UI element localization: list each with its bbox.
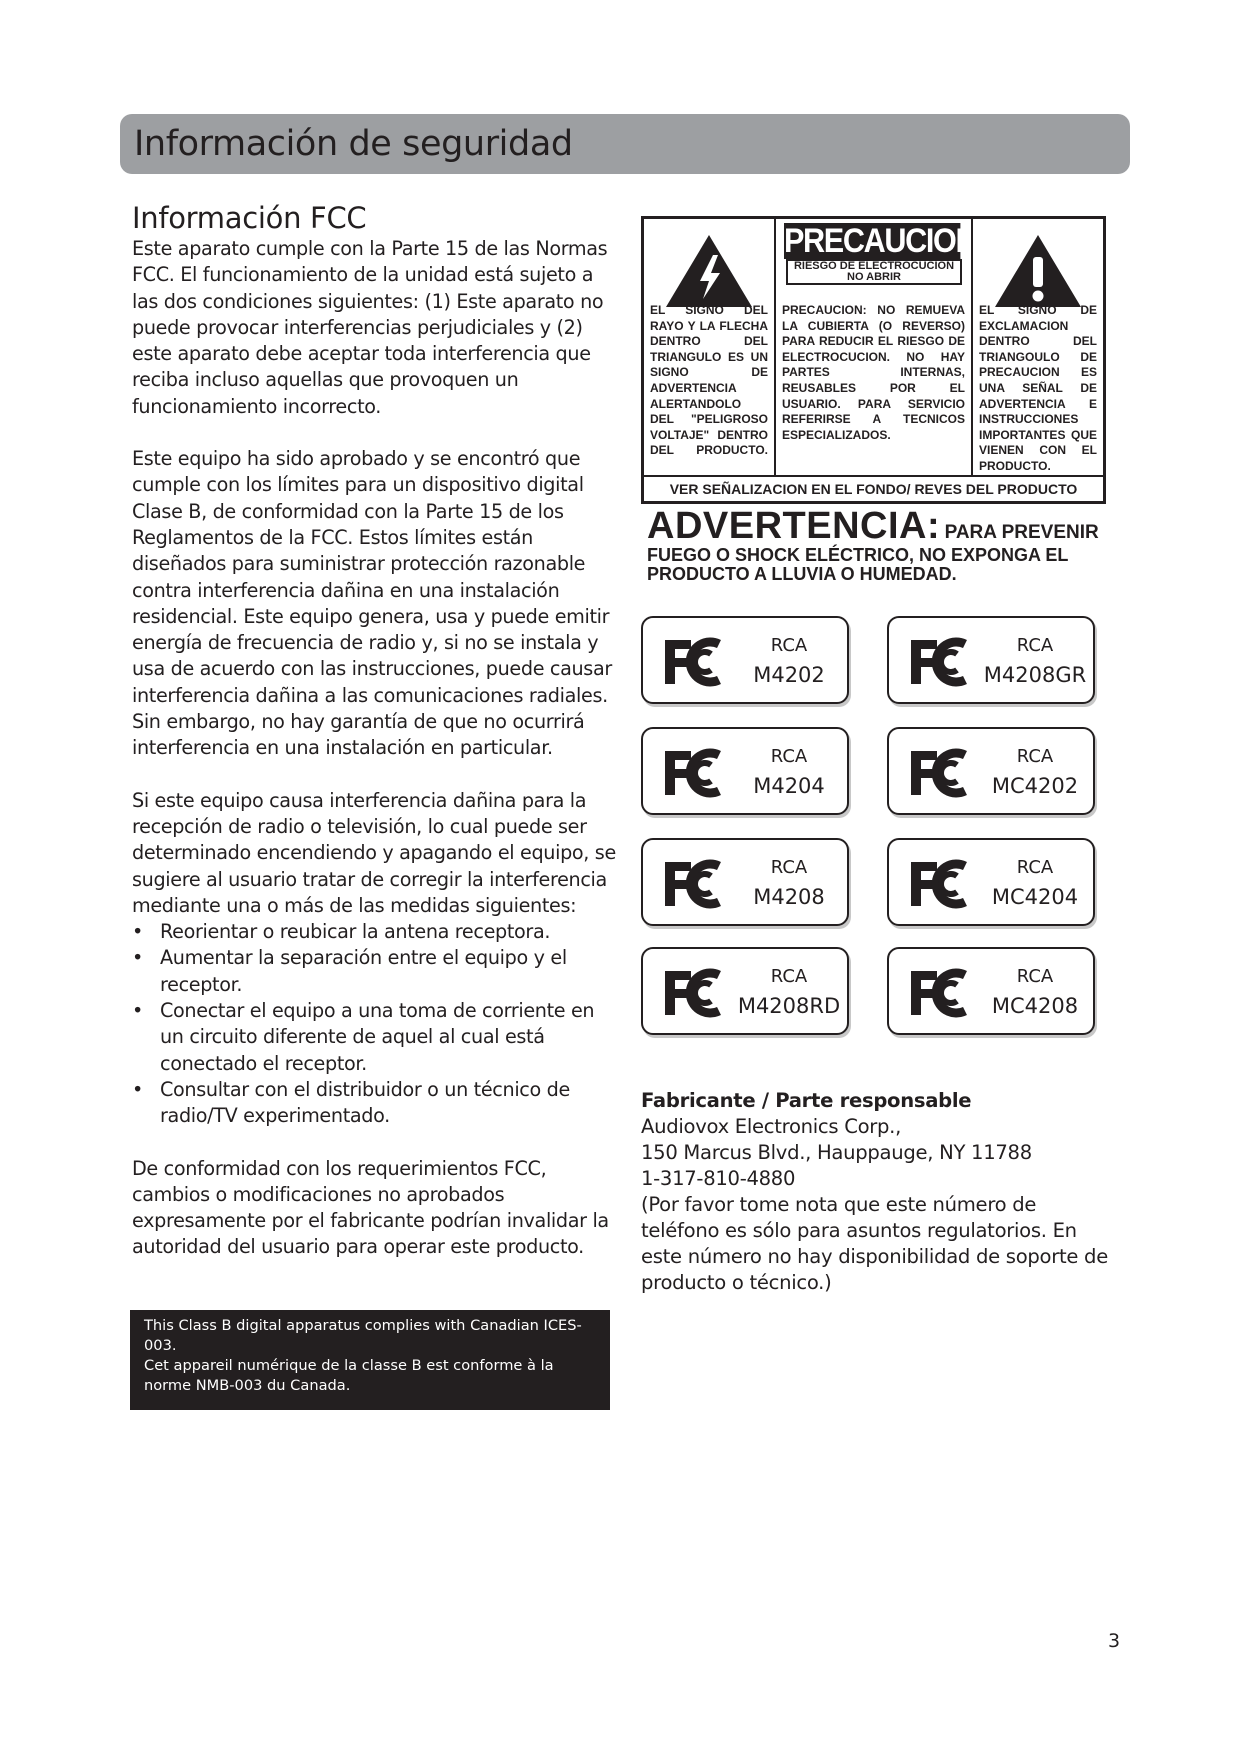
fcc-label-brand: RCA: [1016, 857, 1054, 878]
fcc-label-model: MC4202: [991, 774, 1079, 798]
list-item: • Consultar con el distribuidor o un técnico de radio/TV experimentado.: [132, 1077, 617, 1130]
fcc-paragraph-4: De conformidad con los requerimientos FCC, cambios o modificaciones no aprobados expresamente por el fabricante podrían invalidar la autoridad del usuario para operar este producto.: [132, 1156, 609, 1259]
fcc-logo-icon: [661, 745, 733, 801]
shock-risk-text: RIESGO DE ELECTROCUCION: [793, 260, 955, 272]
section-header: [120, 114, 1130, 174]
canada-french-text: Cet appareil numérique de la classe B est conforme à la norme NMB-003 du Canada.: [144, 1357, 554, 1394]
fcc-label-mc4204: [887, 838, 1095, 926]
fcc-paragraph-1: Este aparato cumple con la Parte 15 de las Normas FCC. El funcionamiento de la unidad está sujeto a las dos condiciones siguientes: (1) Este aparato no puede provocar interferencias perjudiciales y (2) este aparato debe aceptar toda interferencia que reciba incluso aquellas que provoquen un funcionamiento incorrecto.: [132, 237, 608, 418]
caution-center-panel: [774, 219, 977, 477]
warning-line-3: PRODUCTO A LLUVIA O HUMEDAD.: [647, 564, 957, 584]
fcc-label-model: M4208GR: [983, 663, 1087, 687]
list-item: • Conectar el equipo a una toma de corriente en un circuito diferente de aquel al cual está conectado el receptor.: [132, 998, 617, 1077]
see-marking-text: VER SEÑALIZACION EN EL FONDO/ REVES DEL PRODUCTO: [644, 475, 1103, 501]
fcc-logo-icon: [661, 856, 733, 912]
lightning-warning-text: EL SIGNO DEL RAYO Y LA FLECHA DENTRO DEL TRIANGULO ES UN SIGNO DE ADVERTENCIA ALERTANDOLO DEL "PELIGROSO VOLTAJE" DENTRO DEL PRODUCTO.: [650, 303, 768, 458]
warning-heading-suffix: PARA PREVENIR: [944, 522, 1099, 543]
do-not-open-text: NO ABRIR: [847, 271, 901, 283]
fcc-label-m4204: [641, 727, 849, 815]
list-item: • Reorientar o reubicar la antena receptora.: [132, 919, 617, 945]
fcc-label-mc4208: [887, 947, 1095, 1035]
caution-title: PRECAUCION: [784, 222, 977, 260]
fcc-label-brand: RCA: [770, 966, 808, 987]
fcc-paragraph-2: Este equipo ha sido aprobado y se encontró que cumple con los límites para un dispositivo digital Clase B, de conformidad con la Parte 15 de los Reglamentos de la FCC. Estos límites están diseñados para suministrar protección razonable contra interferencia dañina en una instalación residencial. Este equipo genera, usa y puede emitir energía de frecuencia de radio y, si no se instala y usa de acuerdo con las instrucciones, puede causar interferencia dañina a las comunicaciones radiales. Sin embargo, no hay garantía de que no ocurrirá interferencia en una instalación en particular.: [132, 447, 612, 760]
fcc-label-brand: RCA: [770, 857, 808, 878]
warning-heading: ADVERTENCIA:: [647, 505, 941, 547]
canada-english-text: This Class B digital apparatus complies with Canadian ICES-003.: [144, 1317, 582, 1354]
warning-line-2: FUEGO O SHOCK ELÉCTRICO, NO EXPONGA EL: [647, 545, 1069, 565]
fcc-measures-list: [132, 919, 617, 1129]
manufacturer-phone: 1-317-810-4880: [641, 1167, 796, 1190]
lightning-triangle-icon: [664, 233, 754, 309]
fcc-paragraph-3: Si este equipo causa interferencia dañina para la recepción de radio o televisión, lo cual puede ser determinado encendiendo y apagando el equipo, se sugiere al usuario tratar de corregir la interferencia mediante una o más de las medidas siguientes:: [132, 788, 616, 917]
fcc-label-m4202: [641, 616, 849, 704]
exclamation-warning-text: EL SIGNO DE EXCLAMACION DENTRO DEL TRIANGOULO DE PRECAUCION ES UNA SEÑAL DE ADVERTENCIA E INSTRUCCIONES IMPORTANTES QUE VIENEN CON EL PRODUCTO.: [979, 303, 1097, 473]
fcc-logo-icon: [907, 965, 979, 1021]
caution-center-text: PRECAUCION: NO REMUEVA LA CUBIERTA (O REVERSO) PARA REDUCIR EL RIESGO DE ELECTROCUCION. NO HAY PARTES INTERNAS, REUSABLES POR EL USUARIO. PARA SERVICIO REFERIRSE A TECNICOS ESPECIALIZADOS.: [782, 303, 965, 442]
exclamation-triangle-icon: [993, 233, 1083, 309]
shock-risk-box: [786, 259, 962, 285]
fcc-logo-icon: [907, 856, 979, 912]
manufacturer-title: Fabricante / Parte responsable: [641, 1089, 972, 1112]
fcc-label-m4208rd: [641, 947, 849, 1035]
fcc-label-brand: RCA: [1016, 635, 1054, 656]
manufacturer-info: [641, 1088, 1111, 1296]
fcc-label-model: M4208: [753, 885, 825, 909]
exclamation-warning-panel: [971, 219, 1103, 477]
page-title: Información de seguridad: [134, 124, 573, 164]
fcc-logo-icon: [661, 965, 733, 1021]
manufacturer-company: Audiovox Electronics Corp.,: [641, 1115, 902, 1138]
fcc-label-m4208: [641, 838, 849, 926]
fcc-label-brand: RCA: [1016, 746, 1054, 767]
fcc-label-model: MC4208: [991, 994, 1079, 1018]
fcc-label-model: MC4204: [991, 885, 1079, 909]
fcc-label-mc4202: [887, 727, 1095, 815]
fcc-label-m4208gr: [887, 616, 1095, 704]
fcc-heading: Información FCC: [132, 201, 367, 235]
manufacturer-note: (Por favor tome nota que este número de teléfono es sólo para asuntos regulatorios. En este número no hay disponibilidad de soporte de producto o técnico.): [641, 1193, 1108, 1294]
fcc-logo-icon: [907, 634, 979, 690]
fcc-label-model: M4204: [753, 774, 825, 798]
fcc-logo-icon: [661, 634, 733, 690]
rain-moisture-warning: [647, 506, 1117, 584]
fcc-info-column: [132, 200, 617, 1261]
list-item: • Aumentar la separación entre el equipo y el receptor.: [132, 945, 617, 998]
fcc-label-model: M4208RD: [737, 994, 841, 1018]
lightning-warning-panel: [644, 219, 776, 477]
caution-label: [641, 216, 1106, 504]
fcc-label-brand: RCA: [770, 635, 808, 656]
page-number: 3: [1108, 1630, 1121, 1652]
fcc-label-model: M4202: [753, 663, 825, 687]
manufacturer-address: 150 Marcus Blvd., Hauppauge, NY 11788: [641, 1141, 1032, 1164]
fcc-label-brand: RCA: [770, 746, 808, 767]
canada-compliance-box: [130, 1310, 610, 1410]
fcc-logo-icon: [907, 745, 979, 801]
fcc-label-brand: RCA: [1016, 966, 1054, 987]
